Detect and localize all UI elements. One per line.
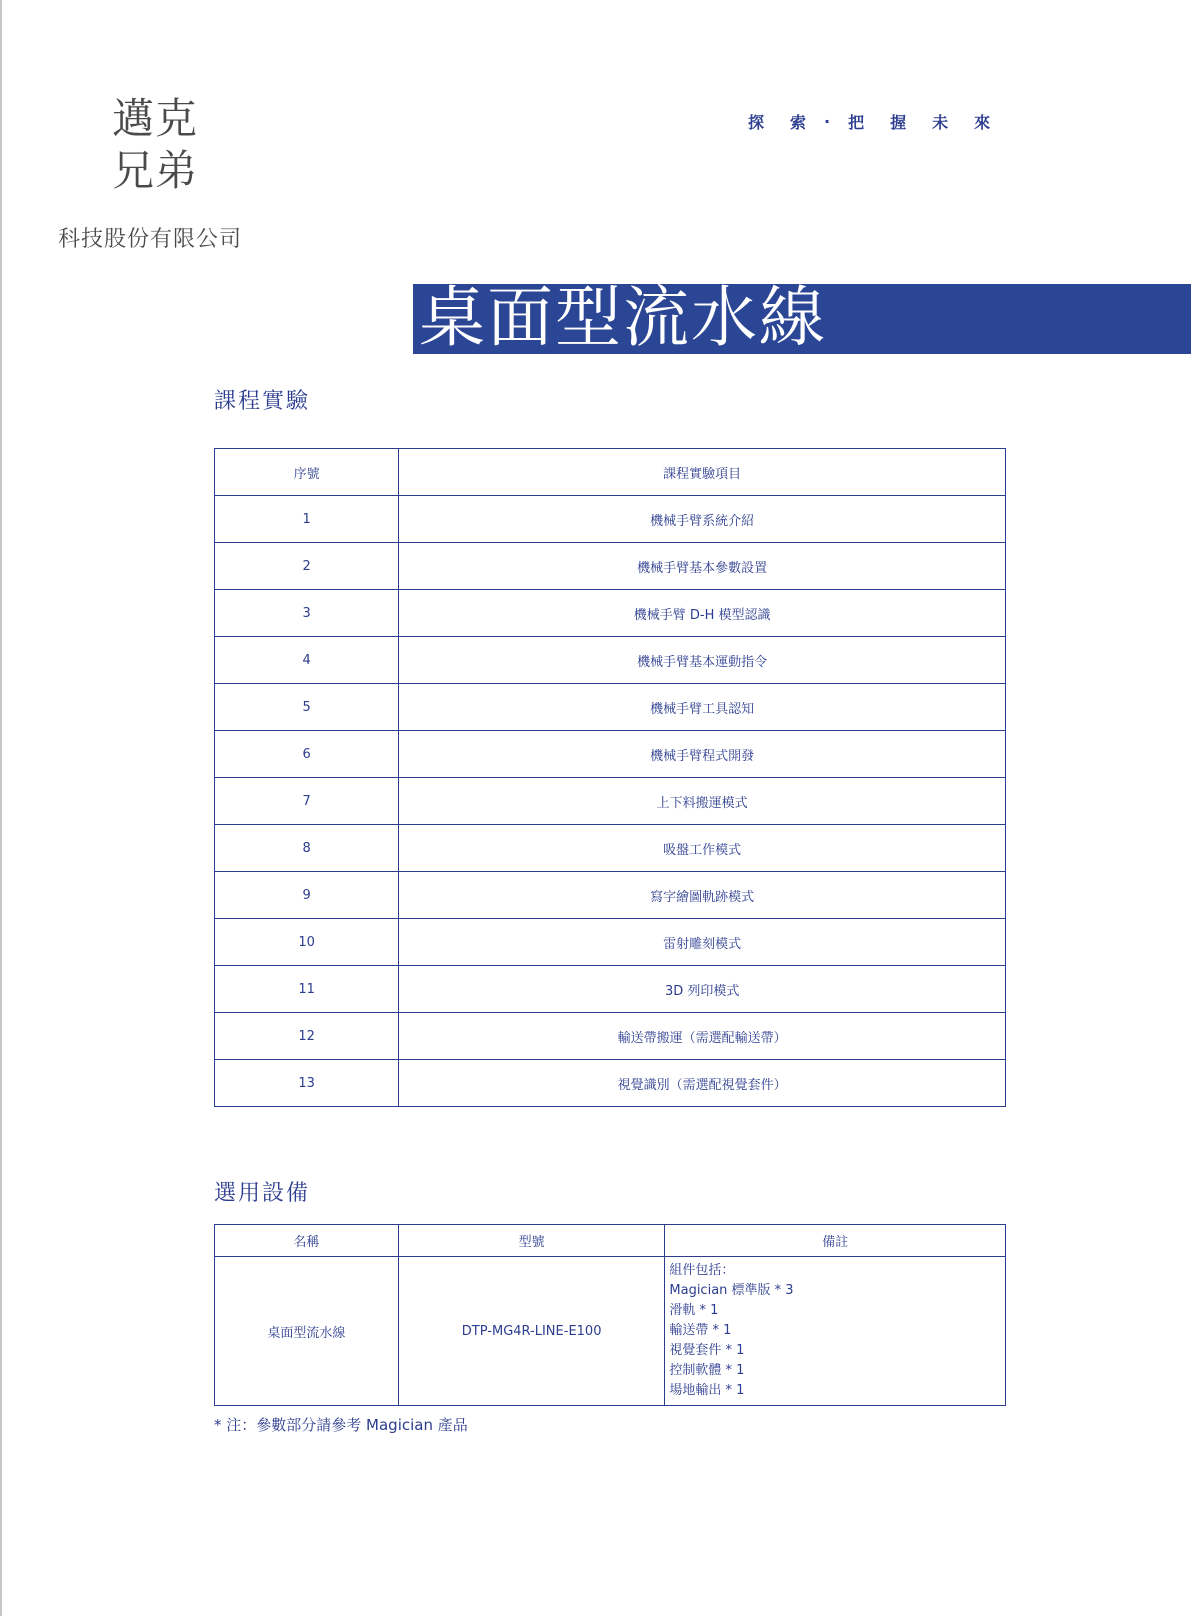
- course-table: [214, 448, 1006, 1107]
- row-number: 1: [215, 496, 399, 543]
- remark-line: Magician 標準版 * 3: [669, 1283, 794, 1298]
- row-item: 3D 列印模式: [399, 966, 1006, 1013]
- row-item: 機械手臂基本參數設置: [399, 543, 1006, 590]
- logo-text-line-2: 兄弟: [112, 146, 199, 195]
- row-number: 6: [215, 731, 399, 778]
- course-section-title: 課程實驗: [214, 389, 311, 414]
- slogan-char: 來: [974, 113, 991, 132]
- table-row: [215, 684, 1006, 731]
- row-number: 10: [215, 919, 399, 966]
- page-title: 桌面型流水線: [419, 279, 827, 356]
- remark-line: 視覺套件 * 1: [669, 1343, 745, 1358]
- column-header-model: 型號: [398, 1225, 665, 1257]
- page-edge-line: [0, 0, 2, 1616]
- table-row: [215, 731, 1006, 778]
- row-number: 9: [215, 872, 399, 919]
- table-row: [215, 637, 1006, 684]
- row-item: 上下料搬運模式: [399, 778, 1006, 825]
- table-row: [215, 496, 1006, 543]
- remark-line: 場地輸出 * 1: [669, 1383, 745, 1398]
- footnote: * 注：參數部分請參考 Magician 產品: [214, 1416, 468, 1434]
- row-number: 12: [215, 1013, 399, 1060]
- row-item: 雷射雕刻模式: [399, 919, 1006, 966]
- row-number: 8: [215, 825, 399, 872]
- equipment-table: [214, 1224, 1006, 1406]
- table-header-row: [215, 1225, 1006, 1257]
- table-row: [215, 1257, 1006, 1406]
- row-item: 視覺識別（需選配視覺套件）: [399, 1060, 1006, 1107]
- equipment-name: 桌面型流水線: [215, 1257, 399, 1406]
- column-header-no: 序號: [215, 449, 399, 496]
- equipment-model: DTP-MG4R-LINE-E100: [398, 1257, 665, 1406]
- row-item: 機械手臂系統介紹: [399, 496, 1006, 543]
- slogan-char: 索: [790, 113, 807, 132]
- row-item: 寫字繪圖軌跡模式: [399, 872, 1006, 919]
- column-header-item: 課程實驗項目: [399, 449, 1006, 496]
- column-header-remarks: 備註: [665, 1225, 1006, 1257]
- slogan-char: 把: [848, 113, 865, 132]
- table-row: [215, 778, 1006, 825]
- row-item: 機械手臂工具認知: [399, 684, 1006, 731]
- table-row: [215, 590, 1006, 637]
- remark-line: 滑軌 * 1: [669, 1303, 719, 1318]
- remark-line: 控制軟體 * 1: [669, 1363, 745, 1378]
- row-number: 13: [215, 1060, 399, 1107]
- equipment-section-title: 選用設備: [214, 1181, 311, 1206]
- logo-text-line-1: 邁克: [112, 94, 199, 143]
- table-row: [215, 919, 1006, 966]
- equipment-remarks: [665, 1257, 1006, 1406]
- table-row: [215, 966, 1006, 1013]
- table-header-row: [215, 449, 1006, 496]
- row-item: 機械手臂 D-H 模型認識: [399, 590, 1006, 637]
- table-row: [215, 1060, 1006, 1107]
- table-row: [215, 825, 1006, 872]
- table-row: [215, 872, 1006, 919]
- column-header-name: 名稱: [215, 1225, 399, 1257]
- table-row: [215, 543, 1006, 590]
- row-number: 3: [215, 590, 399, 637]
- slogan-char: 探: [748, 113, 765, 132]
- slogan: [748, 110, 1016, 133]
- row-item: 吸盤工作模式: [399, 825, 1006, 872]
- title-banner: [413, 279, 1191, 356]
- row-number: 7: [215, 778, 399, 825]
- remark-line: 組件包括：: [669, 1263, 735, 1278]
- row-number: 4: [215, 637, 399, 684]
- table-row: [215, 1013, 1006, 1060]
- row-item: 機械手臂程式開發: [399, 731, 1006, 778]
- row-item: 輸送帶搬運（需選配輸送帶）: [399, 1013, 1006, 1060]
- slogan-char: 未: [932, 113, 949, 132]
- company-name: 科技股份有限公司: [58, 227, 243, 252]
- row-number: 2: [215, 543, 399, 590]
- remark-line: 輸送帶 * 1: [669, 1323, 732, 1338]
- row-number: 11: [215, 966, 399, 1013]
- slogan-dot: ·: [824, 112, 831, 131]
- row-number: 5: [215, 684, 399, 731]
- row-item: 機械手臂基本運動指令: [399, 637, 1006, 684]
- slogan-char: 握: [890, 113, 907, 132]
